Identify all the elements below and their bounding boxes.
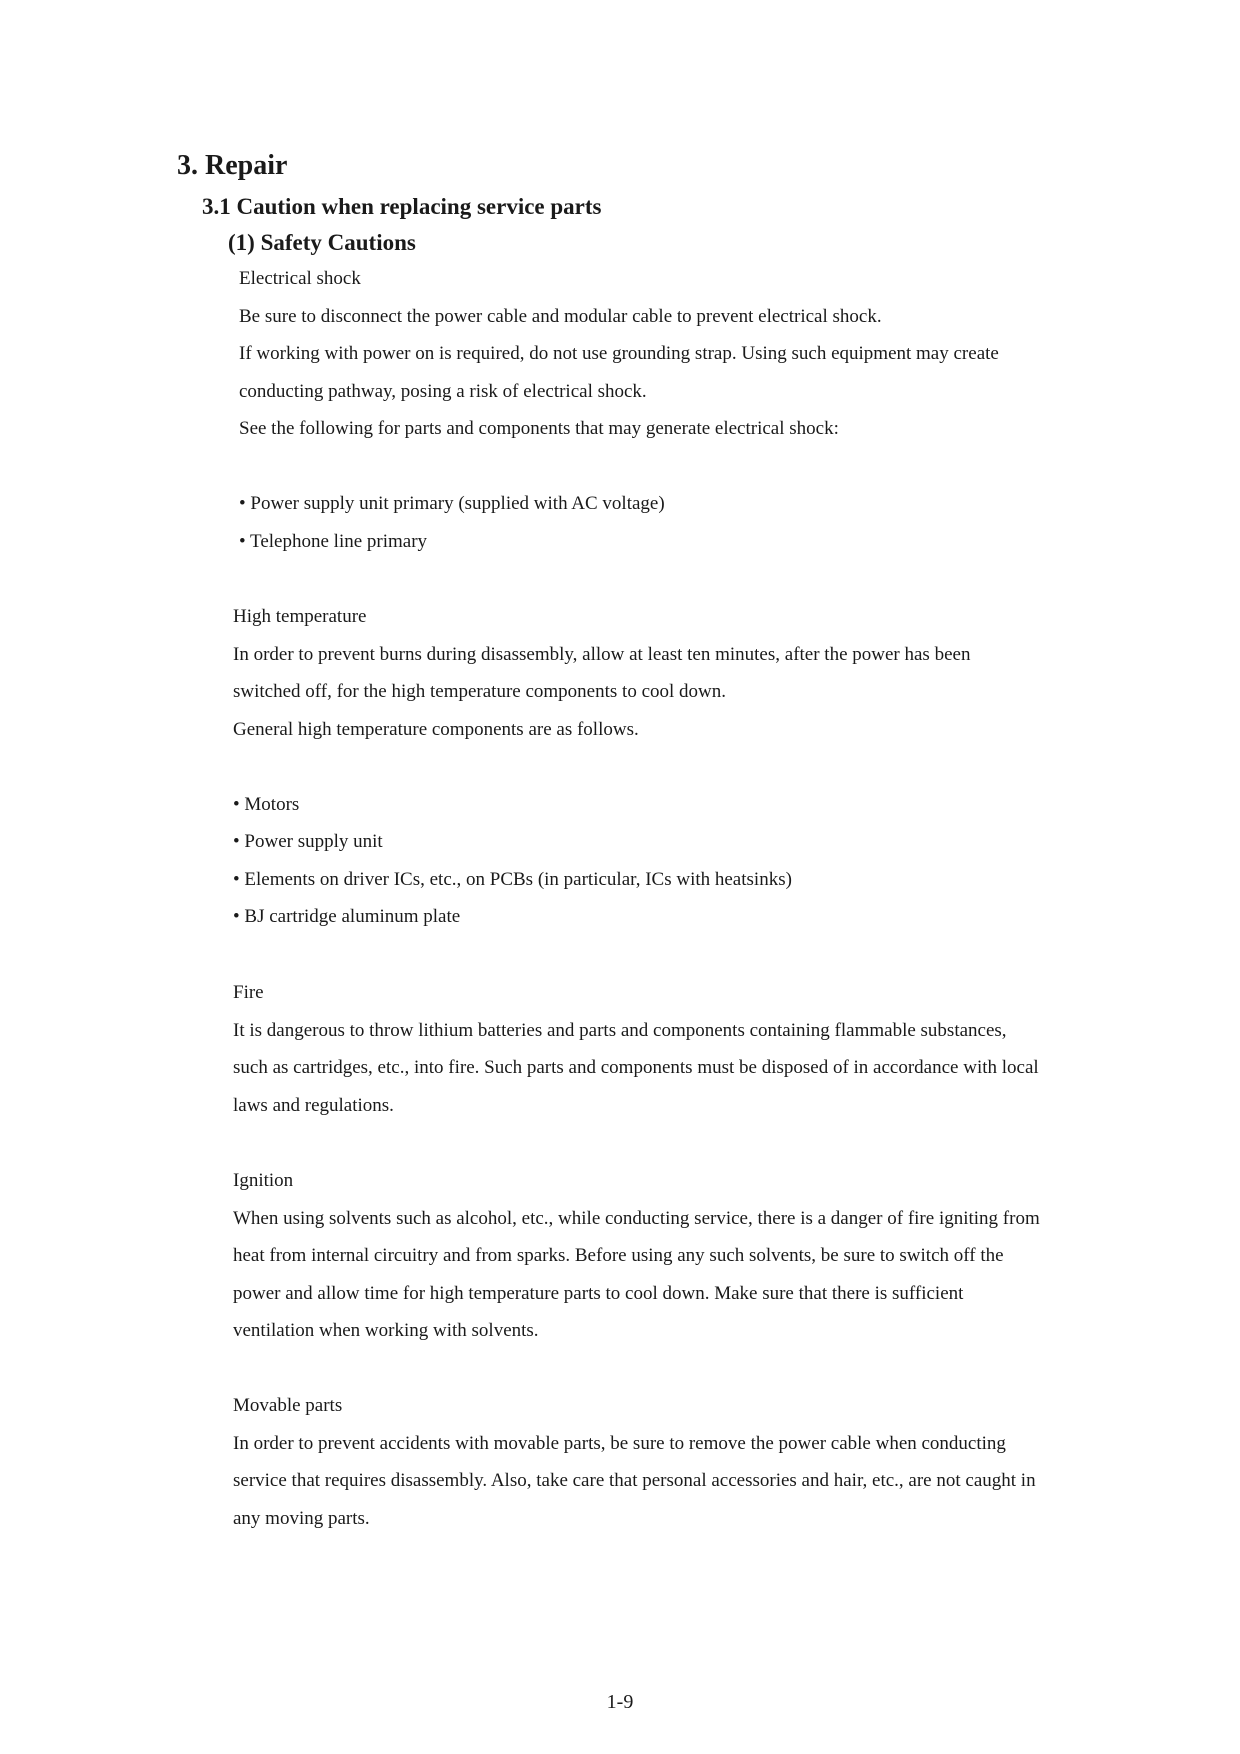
high-temperature-section (233, 598, 970, 936)
subsubsection-heading: (1) Safety Cautions (228, 230, 416, 255)
section-heading: 3. Repair (177, 150, 288, 181)
ignition-section (233, 1162, 1040, 1350)
paragraph-line: such as cartridges, etc., into fire. Such parts and components must be disposed of in accordance with local (233, 1057, 1039, 1078)
paragraph-line: ventilation when working with solvents. (233, 1320, 539, 1341)
paragraph-line: switched off, for the high temperature components to cool down. (233, 681, 726, 702)
movable-parts-title: Movable parts (233, 1395, 343, 1416)
high-temperature-title: High temperature (233, 606, 367, 627)
paragraph-line: In order to prevent accidents with movable parts, be sure to remove the power cable when conducting (233, 1432, 1006, 1454)
movable-parts-section (233, 1387, 1036, 1537)
electrical-shock-section (239, 260, 999, 560)
electrical-shock-title: Electrical shock (239, 268, 361, 289)
paragraph-line: It is dangerous to throw lithium batteries and parts and components containing flammable substances, (233, 1019, 1007, 1041)
paragraph-line: service that requires disassembly. Also, take care that personal accessories and hair, etc., are not caught in (233, 1470, 1036, 1491)
bullet-item: • Power supply unit primary (supplied with AC voltage) (239, 493, 665, 514)
paragraph-line: Be sure to disconnect the power cable and modular cable to prevent electrical shock. (239, 305, 882, 327)
fire-section (233, 974, 1039, 1124)
paragraph-line: General high temperature components are as follows. (233, 718, 639, 740)
paragraph-line: If working with power on is required, do not use grounding strap. Using such equipment may create (239, 343, 999, 364)
bullet-item: • Telephone line primary (239, 530, 428, 552)
paragraph-line: conducting pathway, posing a risk of electrical shock. (239, 380, 647, 402)
page-number: 1-9 (606, 1691, 634, 1713)
blank-line (233, 748, 970, 786)
bullet-item: • Motors (233, 793, 300, 815)
subsection-heading: 3.1 Caution when replacing service parts (202, 194, 602, 219)
paragraph-line: any moving parts. (233, 1507, 370, 1529)
bullet-item: • Power supply unit (233, 831, 383, 852)
ignition-title: Ignition (233, 1170, 294, 1191)
paragraph-line: power and allow time for high temperature parts to cool down. Make sure that there is sufficient (233, 1282, 964, 1304)
blank-line (239, 448, 999, 486)
paragraph-line: When using solvents such as alcohol, etc., while conducting service, there is a danger of fire igniting from (233, 1207, 1040, 1229)
fire-title: Fire (233, 982, 264, 1003)
paragraph-line: laws and regulations. (233, 1094, 394, 1116)
paragraph-line: heat from internal circuitry and from sparks. Before using any such solvents, be sure to switch off the (233, 1245, 1004, 1266)
paragraph-line: See the following for parts and components that may generate electrical shock: (239, 418, 839, 439)
bullet-item: • Elements on driver ICs, etc., on PCBs (in particular, ICs with heatsinks) (233, 868, 792, 890)
paragraph-line: In order to prevent burns during disassembly, allow at least ten minutes, after the power has been (233, 643, 971, 665)
bullet-item: • BJ cartridge aluminum plate (233, 906, 461, 927)
